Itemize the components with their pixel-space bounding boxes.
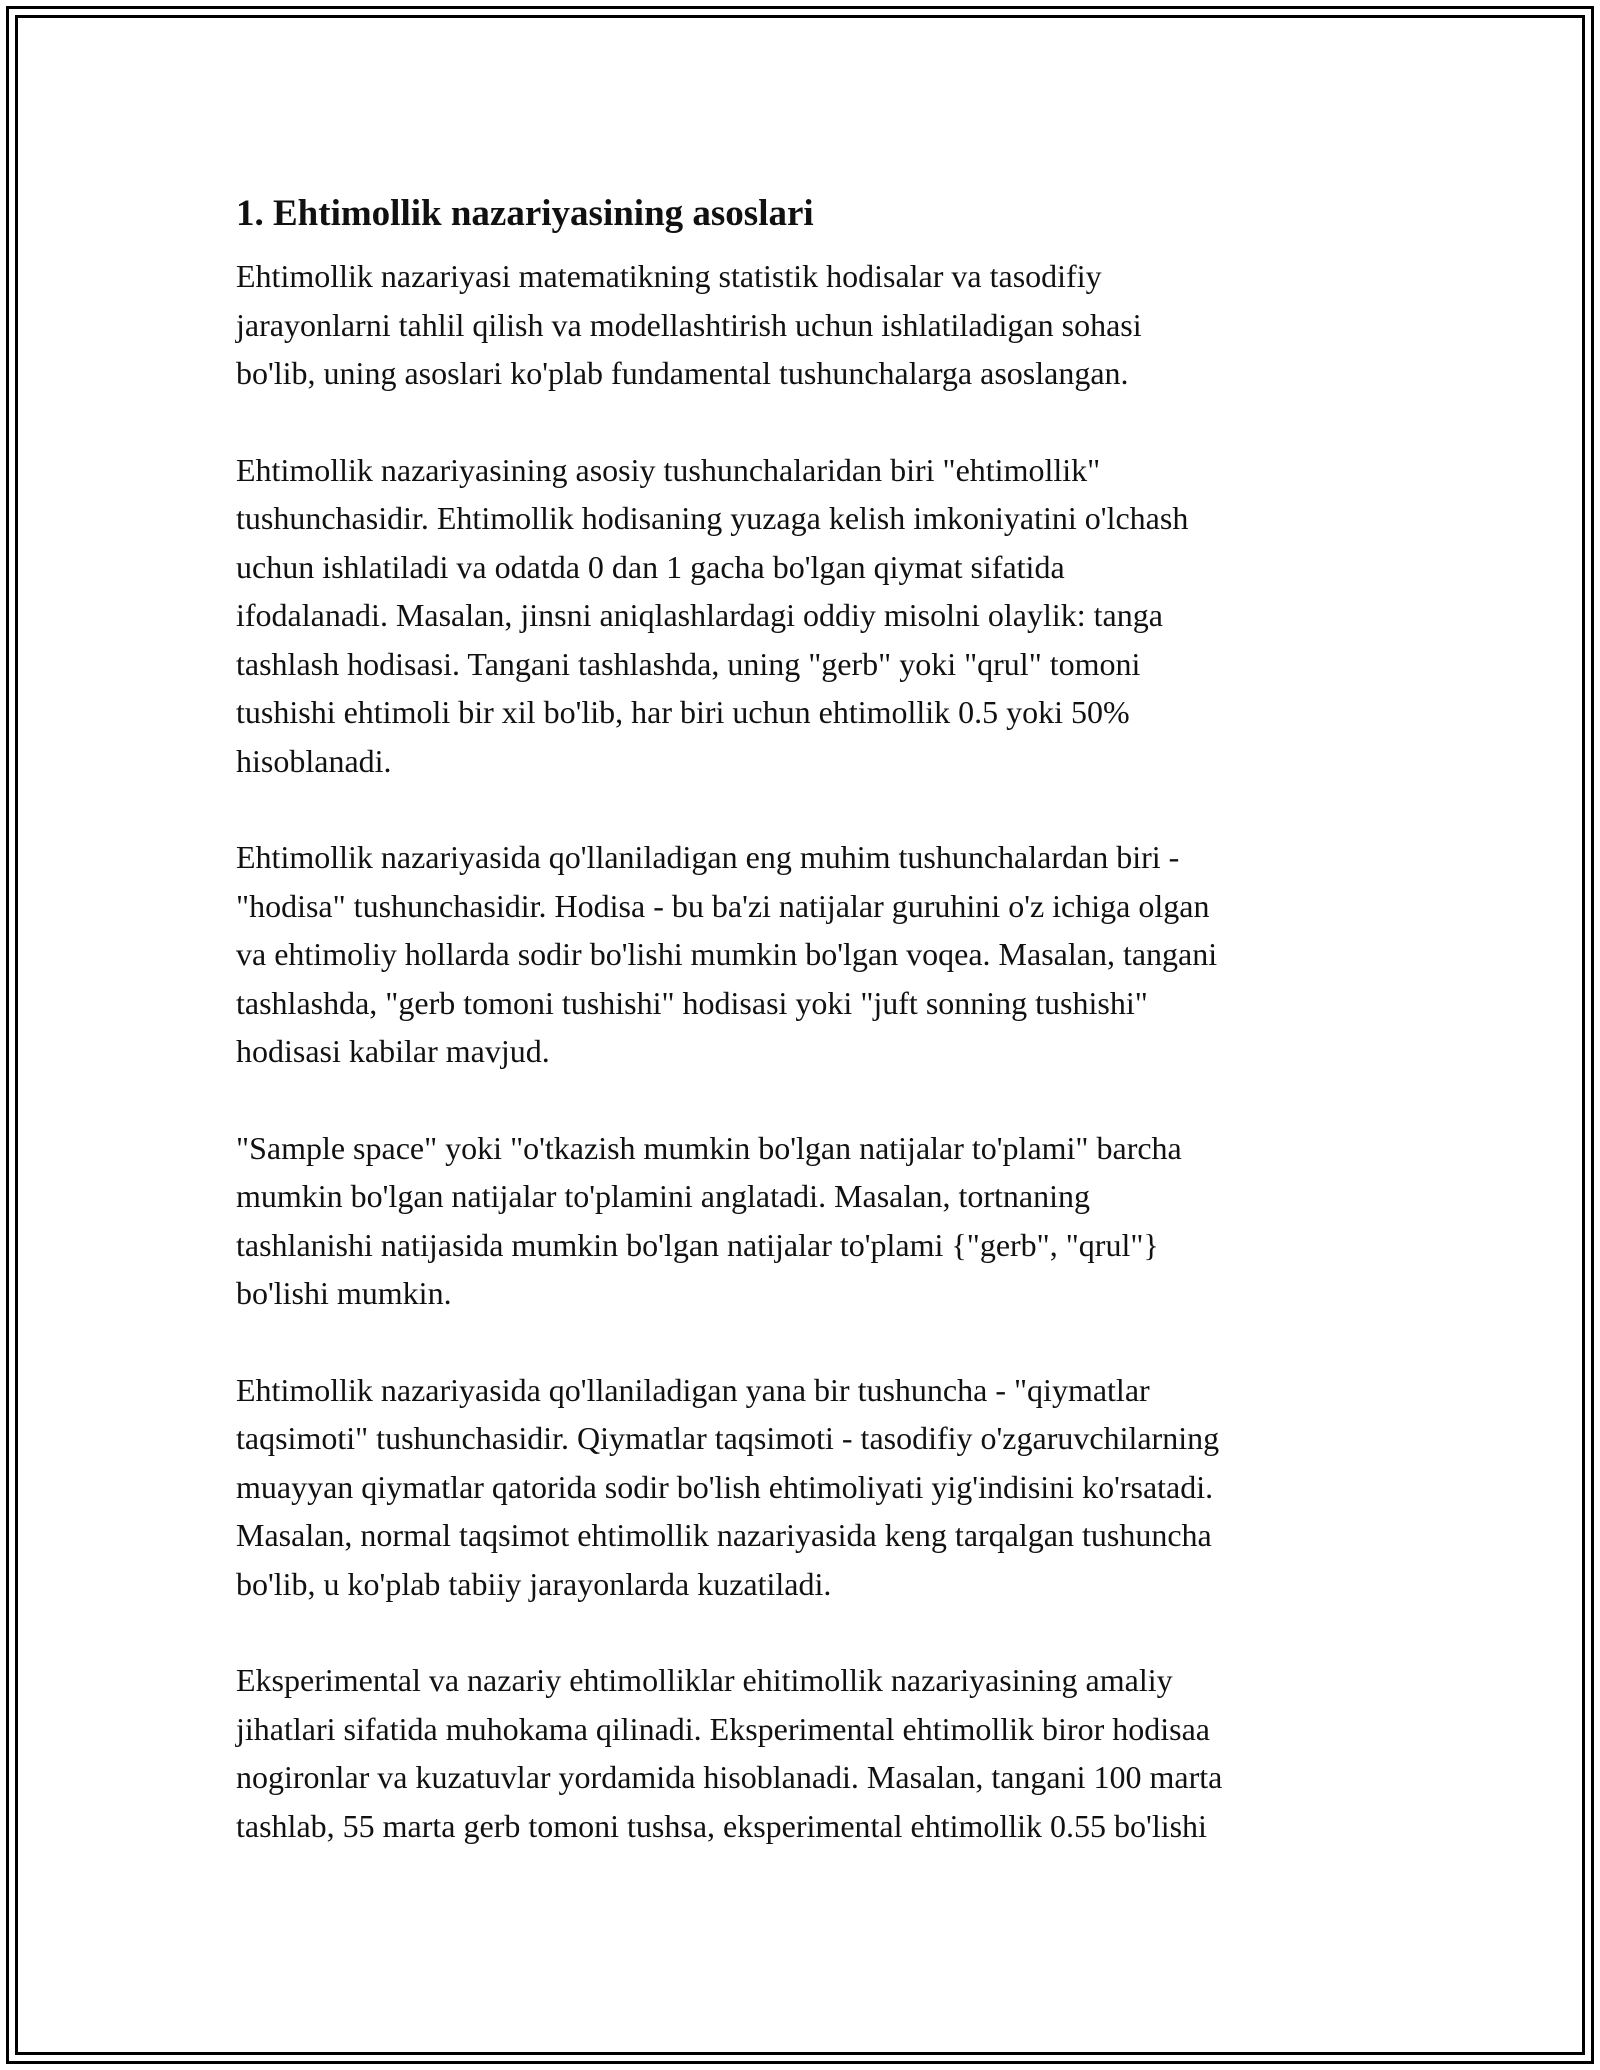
paragraph-sample-space [236, 1124, 1366, 1318]
paragraph-line: va ehtimoliy hollarda sodir bo'lishi mumkin bo'lgan voqea. Masalan, tangani [236, 936, 1218, 972]
paragraph-line: tashlashda, "gerb tomoni tushishi" hodisasi yoki "juft sonning tushishi" [236, 984, 1148, 1021]
paragraph-line: taqsimoti" tushunchasidir. Qiymatlar taqsimoti - tasodifiy o'zgaruvchilarning [236, 1420, 1220, 1456]
paragraph-line: ifodalanadi. Masalan, jinsni aniqlashlardagi oddiy misolni olaylik: tanga [236, 597, 1163, 633]
paragraph-line: jihatlari sifatida muhokama qilinadi. Eksperimental ehtimollik biror hodisaa [236, 1710, 1210, 1747]
paragraph-line: tashlab, 55 marta gerb tomoni tushsa, eksperimental ehtimollik 0.55 bo'lishi [236, 1807, 1207, 1844]
paragraph-event [236, 833, 1366, 1076]
section-heading: 1. Ehtimollik nazariyasining asoslari [236, 193, 814, 234]
paragraph-line: Ehtimollik nazariyasining asosiy tushunchalaridan biri "ehtimollik" [236, 451, 1101, 488]
paragraph-line: jarayonlarni tahlil qilish va modellashtirish uchun ishlatiladigan sohasi [236, 306, 1142, 343]
paragraph-distribution [236, 1366, 1366, 1609]
paragraph-line: hisoblanadi. [236, 742, 392, 779]
paragraph-line: bo'lib, uning asoslari ko'plab fundamental tushunchalarga asoslangan. [236, 355, 1129, 391]
paragraph-line: bo'lib, u ko'plab tabiiy jarayonlarda kuzatiladi. [236, 1565, 832, 1602]
paragraph-line: Ehtimollik nazariyasida qo'llaniladigan yana bir tushuncha - "qiymatlar [236, 1371, 1150, 1408]
paragraph-line: "hodisa" tushunchasidir. Hodisa - bu ba'zi natijalar guruhini o'z ichiga olgan [236, 887, 1210, 924]
paragraph-line: hodisasi kabilar mavjud. [236, 1033, 550, 1069]
paragraph-line: muayyan qiymatlar qatorida sodir bo'lish ehtimoliyati yig'indisini ko'rsatadi. [236, 1468, 1214, 1505]
paragraph-line: tashlash hodisasi. Tangani tashlashda, uning "gerb" yoki "qrul" tomoni [236, 645, 1141, 682]
paragraph-line: mumkin bo'lgan natijalar to'plamini anglatadi. Masalan, tortnaning [236, 1178, 1090, 1214]
paragraph-line: Masalan, normal taqsimot ehtimollik nazariyasida keng tarqalgan tushuncha [236, 1517, 1212, 1553]
paragraph-line: Ehtimollik nazariyasida qo'llaniladigan eng muhim tushunchalardan biri - [236, 839, 1180, 875]
paragraph-line: tushishi ehtimoli bir xil bo'lib, har biri uchun ehtimollik 0.5 yoki 50% [236, 694, 1130, 730]
paragraph-line: uchun ishlatiladi va odatda 0 dan 1 gacha bo'lgan qiymat sifatida [236, 548, 1065, 585]
paragraph-line: "Sample space" yoki "o'tkazish mumkin bo'lgan natijalar to'plami" barcha [236, 1129, 1182, 1166]
paragraph-probability [236, 446, 1366, 786]
paragraph-experimental [236, 1656, 1366, 1850]
paragraph-intro [236, 252, 1366, 398]
paragraph-line: tashlanishi natijasida mumkin bo'lgan natijalar to'plami {"gerb", "qrul"} [236, 1226, 1159, 1263]
paragraph-line: Eksperimental va nazariy ehtimolliklar ehitimollik nazariyasining amaliy [236, 1662, 1173, 1698]
paragraph-line: nogironlar va kuzatuvlar yordamida hisoblanadi. Masalan, tangani 100 marta [236, 1759, 1223, 1795]
paragraph-line: tushunchasidir. Ehtimollik hodisaning yuzaga kelish imkoniyatini o'lchash [236, 500, 1189, 536]
document-content [236, 186, 1366, 1898]
paragraph-line: Ehtimollik nazariyasi matematikning statistik hodisalar va tasodifiy [236, 258, 1102, 294]
paragraph-line: bo'lishi mumkin. [236, 1275, 452, 1311]
